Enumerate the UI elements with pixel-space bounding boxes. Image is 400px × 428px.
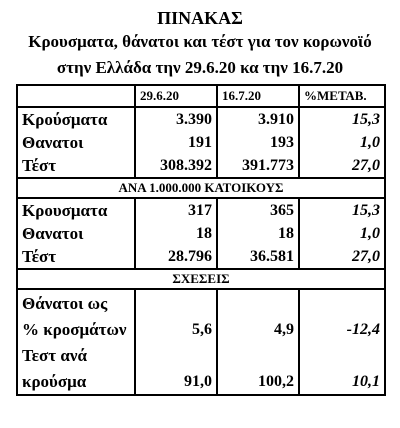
cell-change: 1,0 (299, 131, 385, 154)
cell-value: 193 (217, 131, 299, 154)
section-header-row (17, 178, 385, 198)
cell-empty (135, 289, 217, 316)
row-label: Τέστ (17, 154, 135, 178)
table-row (17, 131, 385, 154)
section-header-row (17, 269, 385, 289)
row-label: Κρούσματα (17, 107, 135, 131)
cell-value: 4,9 (217, 316, 299, 342)
cell-empty (299, 289, 385, 316)
cell-value: 28.796 (135, 245, 217, 269)
cell-change: 15,3 (299, 107, 385, 131)
cell-value: 391.773 (217, 154, 299, 178)
table-subtitle-line1: Κρουσματα, θάνατοι και τέστ για τον κορωνοϊό (28, 32, 372, 51)
cell-change: -12,4 (299, 316, 385, 342)
row-label: Θανατοι (17, 222, 135, 245)
row-label: Τέστ (17, 245, 135, 269)
data-table (16, 84, 386, 396)
cell-value: 191 (135, 131, 217, 154)
table-row (17, 198, 385, 222)
cell-value: 18 (217, 222, 299, 245)
table-row (17, 222, 385, 245)
section-ratios: ΣΧΕΣΕΙΣ (17, 269, 385, 289)
cell-value: 18 (135, 222, 217, 245)
section-per-million: ΑΝΑ 1.000.000 ΚΑΤΟΙΚΟΥΣ (17, 178, 385, 198)
table-row (17, 245, 385, 269)
row-label: Τεστ ανά (17, 342, 135, 368)
cell-change: 15,3 (299, 198, 385, 222)
table-row (17, 316, 385, 342)
cell-change: 1,0 (299, 222, 385, 245)
header-row (17, 85, 385, 107)
cell-change: 10,1 (299, 368, 385, 395)
table-subtitle-line2: στην Ελλάδα την 29.6.20 κα την 16.7.20 (56, 58, 344, 77)
row-label: κρούσμα (17, 368, 135, 395)
cell-value: 308.392 (135, 154, 217, 178)
row-label: Κρουσματα (17, 198, 135, 222)
table-title: ΠΙΝΑΚΑΣ (157, 8, 243, 28)
cell-value: 36.581 (217, 245, 299, 269)
cell-change: 27,0 (299, 245, 385, 269)
table-row (17, 289, 385, 316)
row-label: % κροσμάτων (17, 316, 135, 342)
table-row (17, 154, 385, 178)
cell-empty (135, 342, 217, 368)
cell-value: 100,2 (217, 368, 299, 395)
header-date1: 29.6.20 (135, 85, 217, 107)
cell-value: 91,0 (135, 368, 217, 395)
header-change: %ΜΕΤΑΒ. (299, 85, 385, 107)
cell-value: 317 (135, 198, 217, 222)
row-label: Θανατοι (17, 131, 135, 154)
cell-empty (217, 289, 299, 316)
cell-value: 365 (217, 198, 299, 222)
header-date2: 16.7.20 (217, 85, 299, 107)
header-empty-cell (17, 85, 135, 107)
cell-value: 3.390 (135, 107, 217, 131)
table-row (17, 368, 385, 395)
cell-empty (217, 342, 299, 368)
cell-value: 3.910 (217, 107, 299, 131)
cell-change: 27,0 (299, 154, 385, 178)
table-row (17, 342, 385, 368)
cell-value: 5,6 (135, 316, 217, 342)
row-label: Θάνατοι ως (17, 289, 135, 316)
cell-empty (299, 342, 385, 368)
table-row (17, 107, 385, 131)
